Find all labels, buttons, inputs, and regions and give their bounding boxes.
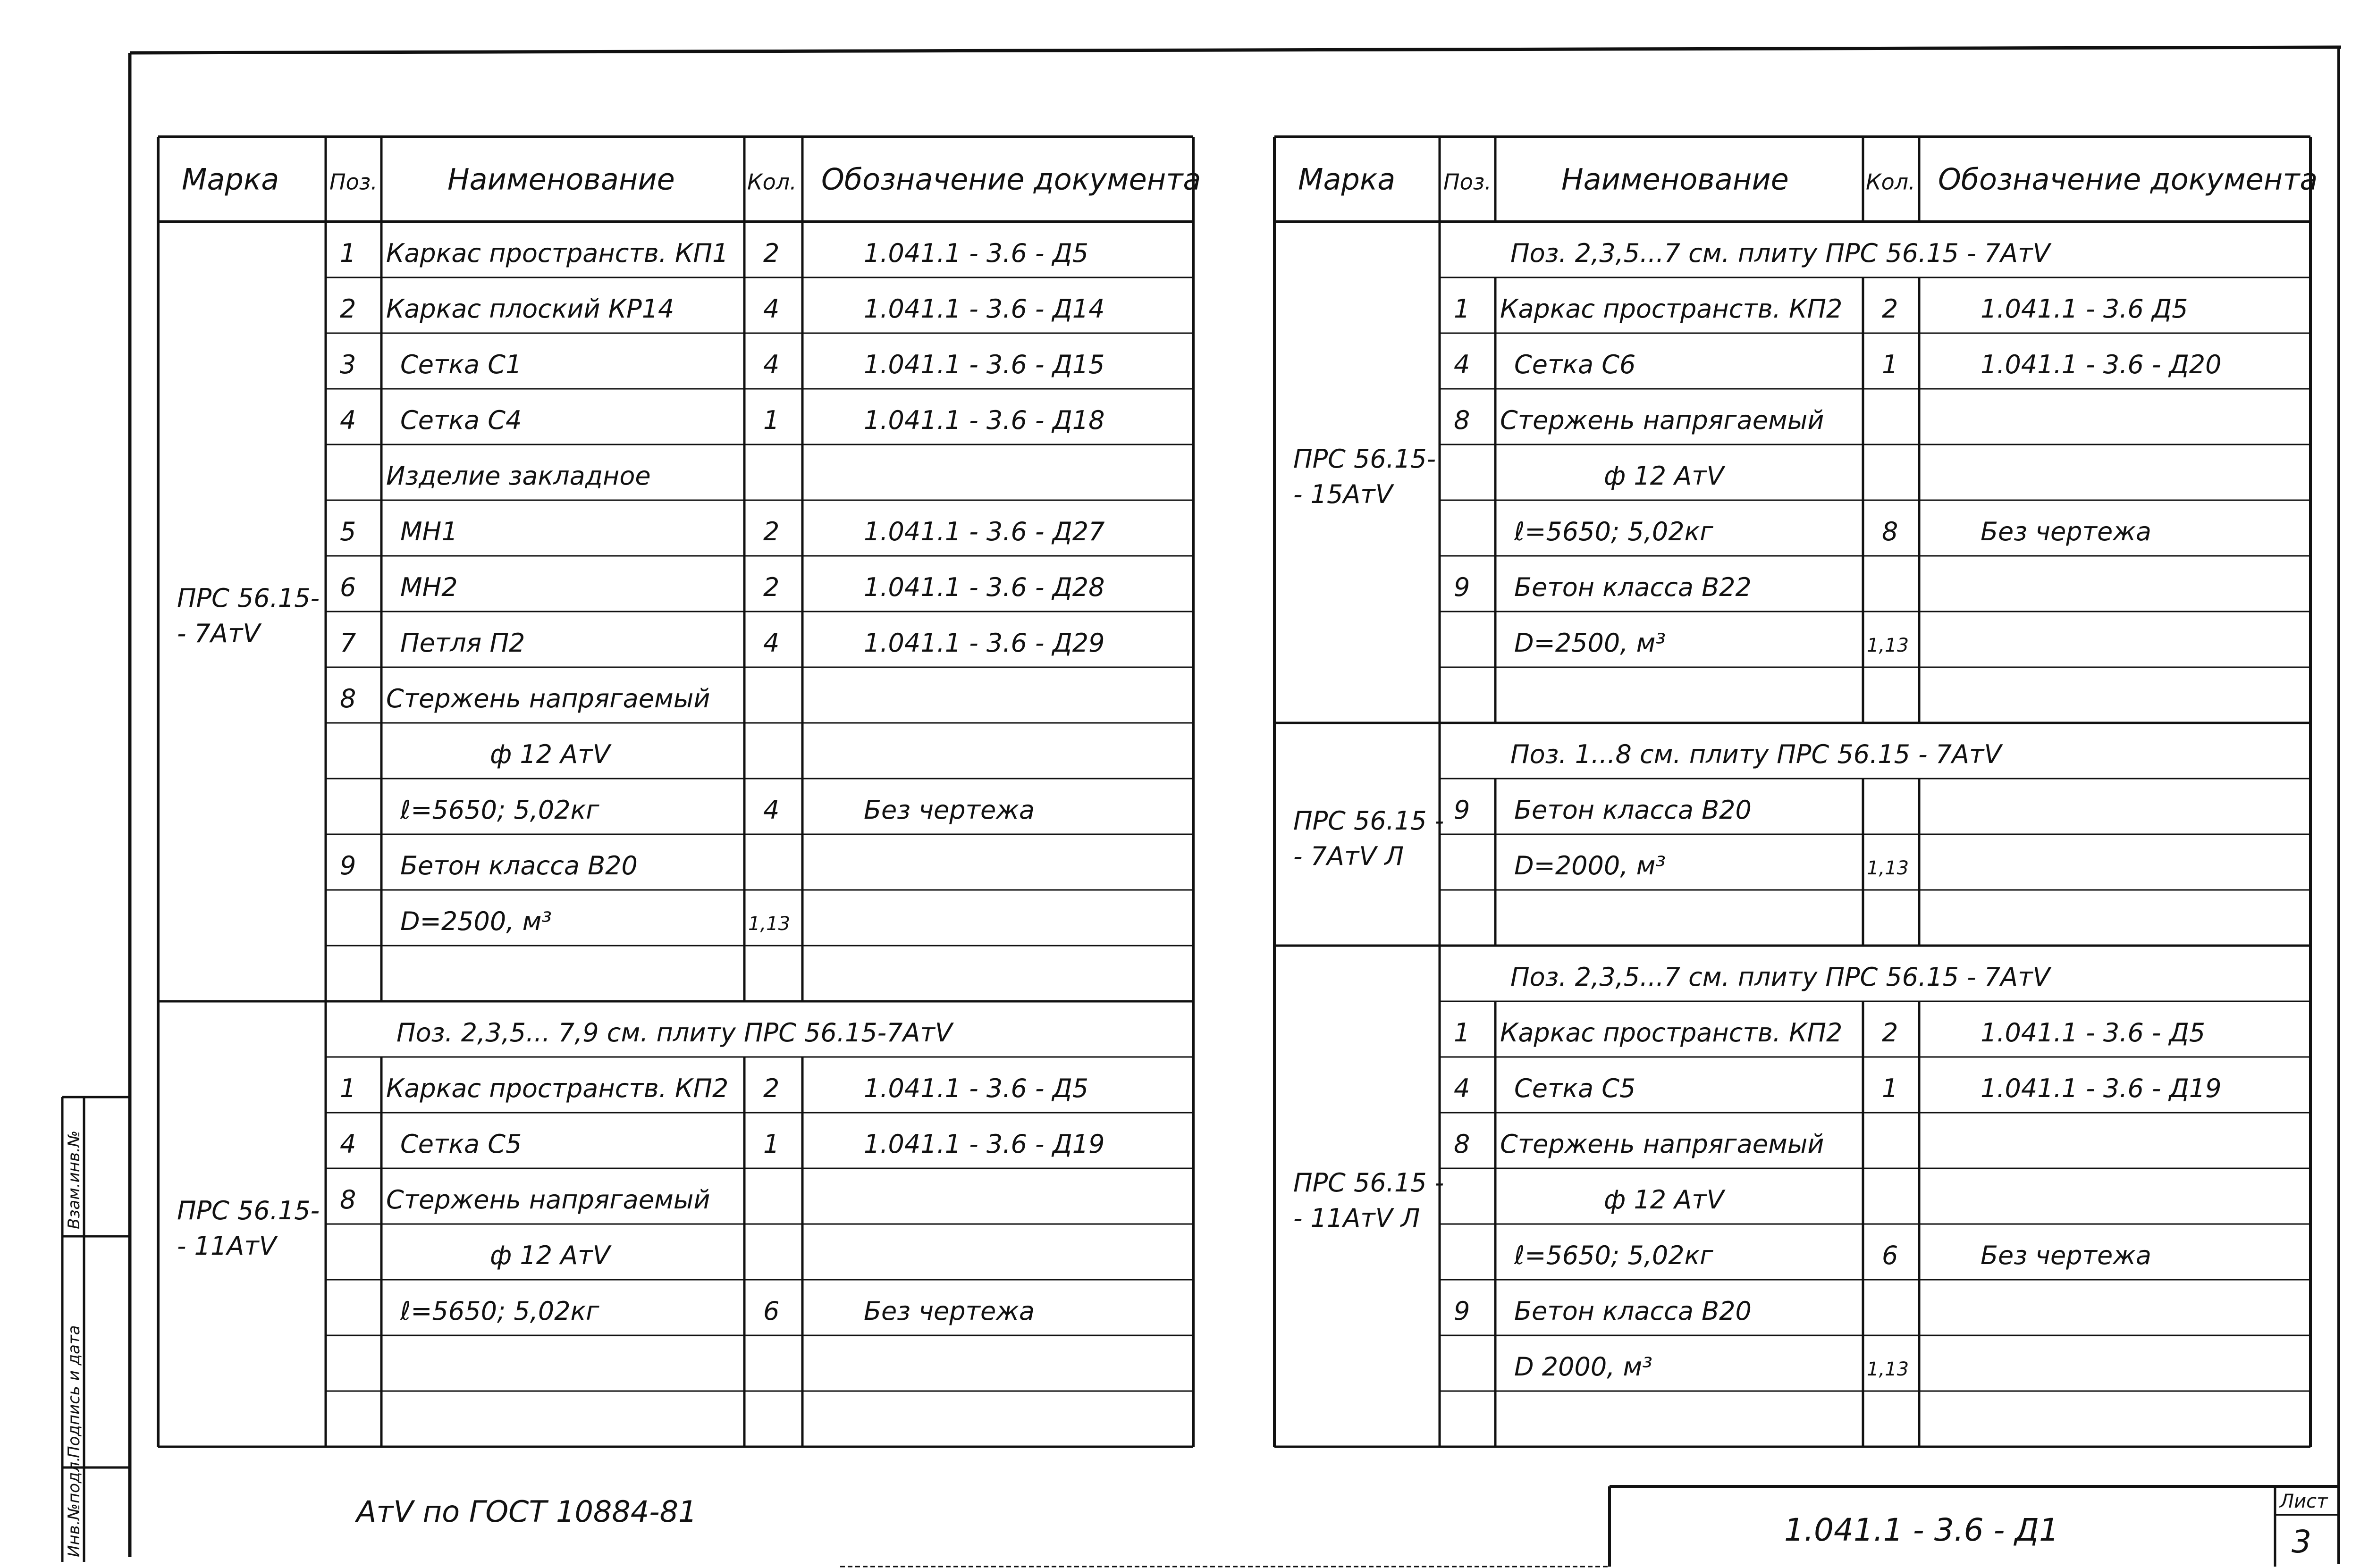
steel-grade-footnote: АтⅤ по ГОСТ 10884-81	[356, 1494, 697, 1529]
row-quantity: 1	[763, 405, 780, 435]
group-mark-suffix: - 11АтⅤ	[177, 1231, 277, 1261]
row-quantity: 4	[763, 293, 780, 324]
group-reference-note: Поз. 2,3,5... 7,9 см. плиту ПРС 56.15-7АтⅤ	[396, 1017, 952, 1048]
row-document: 1.041.1 - 3.6 - Д19	[1981, 1073, 2222, 1103]
row-document: 1.041.1 - 3.6 - Д29	[864, 628, 1105, 658]
row-quantity: 1	[763, 1129, 780, 1159]
row-quantity: 1	[1882, 1073, 1898, 1103]
row-name: Каркас пространств. КП2	[1500, 1017, 1843, 1048]
row-position: 1	[1454, 293, 1470, 324]
header-mark: Марка	[1298, 162, 1396, 197]
group-reference-note: Поз. 1...8 см. плиту ПРС 56.15 - 7АтⅤ	[1510, 739, 2002, 769]
right-specification-table	[1274, 137, 2318, 1447]
row-document: 1.041.1 - 3.6 - Д5	[864, 1073, 1089, 1103]
row-name: Каркас пространств. КП1	[386, 238, 729, 268]
row-name: ф 12 АтⅤ	[1604, 1184, 1724, 1215]
group-mark-suffix: - 7АтⅤ	[177, 619, 261, 648]
document-number: 1.041.1 - 3.6 - Д1	[1784, 1512, 2059, 1548]
row-quantity: 6	[763, 1296, 780, 1326]
row-position: 6	[340, 572, 356, 602]
row-name: Бетон класса В20	[1514, 795, 1752, 825]
row-document: 1.041.1 - 3.6 - Д19	[864, 1129, 1105, 1159]
row-name: Бетон класса В20	[1514, 1296, 1752, 1326]
group-mark-suffix: - 7АтⅤ Л	[1293, 841, 1404, 871]
row-name: D=2500, м³	[400, 906, 552, 936]
row-name: Сетка С5	[400, 1129, 522, 1159]
row-position: 4	[1454, 1073, 1470, 1103]
header-mark: Марка	[182, 162, 279, 197]
row-document: Без чертежа	[864, 1296, 1035, 1326]
row-name: Стержень напрягаемый	[1500, 1129, 1824, 1159]
row-position: 9	[1454, 572, 1470, 602]
row-name: ℓ=5650; 5,02кг	[400, 1296, 599, 1326]
row-document: 1.041.1 - 3.6 - Д15	[864, 349, 1105, 379]
row-name: Бетон класса В22	[1514, 572, 1752, 602]
header-qty: Кол.	[1866, 169, 1915, 195]
header-name: Наименование	[447, 162, 675, 197]
row-name: Изделие закладное	[386, 461, 651, 491]
row-name: D 2000, м³	[1514, 1351, 1652, 1382]
row-quantity: 2	[763, 572, 780, 602]
row-position: 4	[340, 1129, 356, 1159]
sheet-label: Лист	[2280, 1491, 2328, 1512]
row-quantity: 6	[1882, 1240, 1898, 1270]
group-mark-suffix: - 15АтⅤ	[1293, 479, 1393, 509]
group-mark-suffix: - 11АтⅤ Л	[1293, 1203, 1420, 1233]
row-name: ℓ=5650; 5,02кг	[400, 795, 599, 825]
row-position: 1	[340, 238, 356, 268]
row-position: 1	[1454, 1017, 1470, 1048]
row-name: ℓ=5650; 5,02кг	[1514, 516, 1713, 546]
row-quantity: 1,13	[1867, 634, 1909, 656]
header-doc: Обозначение документа	[821, 162, 1201, 197]
group-mark: ПРС 56.15-	[1293, 444, 1436, 474]
row-position: 4	[1454, 349, 1470, 379]
row-position: 8	[340, 683, 356, 713]
group-mark: ПРС 56.15 -	[1293, 1168, 1444, 1198]
row-name: Каркас плоский КР14	[386, 293, 674, 324]
row-quantity: 2	[1882, 1017, 1898, 1048]
row-document: 1.041.1 - 3.6 - Д27	[864, 516, 1105, 546]
row-name: ф 12 АтⅤ	[490, 1240, 610, 1270]
group-mark: ПРС 56.15-	[177, 583, 320, 613]
row-position: 3	[340, 349, 356, 379]
row-quantity: 1,13	[1867, 1358, 1909, 1380]
header-doc: Обозначение документа	[1938, 162, 2318, 197]
row-name: D=2000, м³	[1514, 850, 1666, 880]
row-position: 2	[340, 293, 356, 324]
header-qty: Кол.	[747, 169, 797, 195]
row-name: Каркас пространств. КП2	[1500, 293, 1843, 324]
group-reference-note: Поз. 2,3,5...7 см. плиту ПРС 56.15 - 7АтⅤ	[1510, 238, 2050, 268]
row-name: МН1	[400, 516, 458, 546]
row-name: Сетка С1	[400, 349, 522, 379]
row-quantity: 8	[1882, 516, 1898, 546]
row-position: 5	[340, 516, 356, 546]
header-pos: Поз.	[1443, 169, 1492, 195]
row-name: МН2	[400, 572, 458, 602]
row-quantity: 4	[763, 349, 780, 379]
row-name: D=2500, м³	[1514, 628, 1666, 658]
row-name: ф 12 АтⅤ	[1604, 461, 1724, 491]
row-name: Каркас пространств. КП2	[386, 1073, 729, 1103]
row-document: Без чертежа	[1981, 516, 2151, 546]
row-name: Сетка С5	[1514, 1073, 1636, 1103]
inv-number-label: Инв.№подл.	[65, 1457, 84, 1557]
row-name: ℓ=5650; 5,02кг	[1514, 1240, 1713, 1270]
row-name: Петля П2	[400, 628, 525, 658]
row-position: 9	[1454, 795, 1470, 825]
row-name: ф 12 АтⅤ	[490, 739, 610, 769]
header-name: Наименование	[1561, 162, 1789, 197]
row-document: Без чертежа	[1981, 1240, 2151, 1270]
row-name: Стержень напрягаемый	[386, 1184, 710, 1215]
row-position: 8	[340, 1184, 356, 1215]
group-mark: ПРС 56.15-	[177, 1196, 320, 1225]
row-position: 7	[340, 628, 356, 658]
group-reference-note: Поз. 2,3,5...7 см. плиту ПРС 56.15 - 7АтⅤ	[1510, 962, 2050, 992]
row-quantity: 4	[763, 628, 780, 658]
row-quantity: 2	[1882, 293, 1898, 324]
row-quantity: 1	[1882, 349, 1898, 379]
row-quantity: 1,13	[1867, 857, 1909, 879]
group-mark: ПРС 56.15 -	[1293, 806, 1444, 836]
row-name: Сетка С6	[1514, 349, 1636, 379]
row-position: 1	[340, 1073, 356, 1103]
row-quantity: 1,13	[748, 913, 791, 935]
row-name: Сетка С4	[400, 405, 522, 435]
row-position: 8	[1454, 405, 1470, 435]
row-document: Без чертежа	[864, 795, 1035, 825]
row-position: 9	[340, 850, 356, 880]
header-pos: Поз.	[329, 169, 378, 195]
row-quantity: 4	[763, 795, 780, 825]
row-position: 9	[1454, 1296, 1470, 1326]
sheet-number: 3	[2292, 1524, 2311, 1560]
left-specification-table	[158, 137, 1201, 1447]
row-document: 1.041.1 - 3.6 - Д28	[864, 572, 1105, 602]
row-quantity: 2	[763, 238, 780, 268]
row-quantity: 2	[763, 1073, 780, 1103]
row-name: Стержень напрягаемый	[386, 683, 710, 713]
replace-inv-label: Взам.инв.№	[65, 1130, 84, 1229]
row-name: Стержень напрягаемый	[1500, 405, 1824, 435]
row-document: 1.041.1 - 3.6 Д5	[1981, 293, 2188, 324]
row-document: 1.041.1 - 3.6 - Д20	[1981, 349, 2222, 379]
row-document: 1.041.1 - 3.6 - Д14	[864, 293, 1105, 324]
row-position: 4	[340, 405, 356, 435]
row-quantity: 2	[763, 516, 780, 546]
row-document: 1.041.1 - 3.6 - Д5	[864, 238, 1089, 268]
row-position: 8	[1454, 1129, 1470, 1159]
title-block	[840, 1486, 2339, 1567]
row-name: Бетон класса В20	[400, 850, 638, 880]
row-document: 1.041.1 - 3.6 - Д5	[1981, 1017, 2206, 1048]
row-document: 1.041.1 - 3.6 - Д18	[864, 405, 1105, 435]
sign-date-label: Подпись и дата	[65, 1325, 84, 1458]
